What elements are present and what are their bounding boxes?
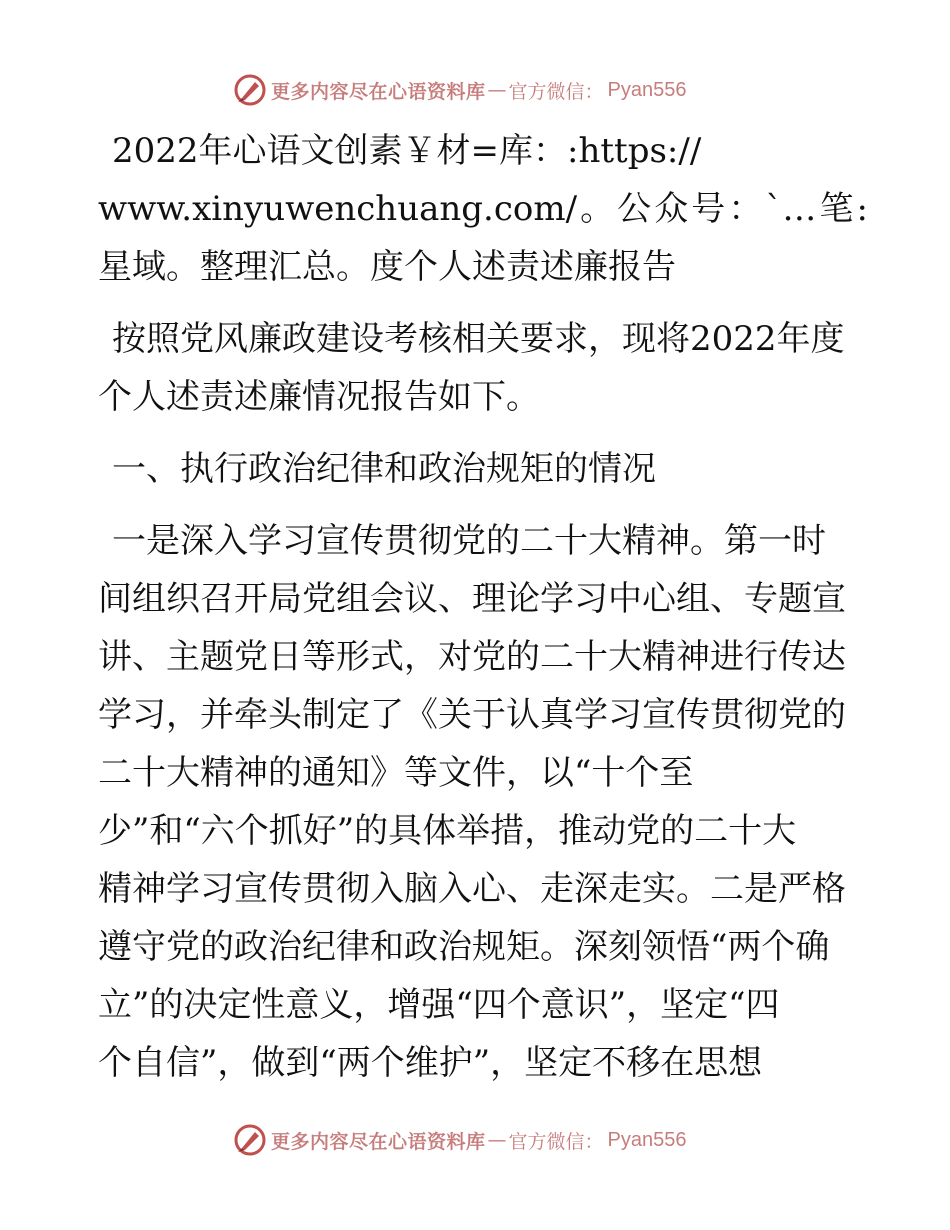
text-line: 精神学习宣传贯彻入脑入心、走深走实。二是严格 — [98, 869, 846, 909]
text-line: 个自信”，做到“两个维护”，坚定不移在思想 — [98, 1043, 763, 1083]
pen-nib-logo-icon — [233, 1123, 267, 1157]
header-banner — [233, 70, 713, 110]
banner-wechat-label: 官方微信： — [508, 1130, 604, 1153]
text-line: 遵守党的政治纪律和政治规矩。深刻领悟“两个确 — [98, 927, 830, 967]
text-line: 立”的决定性意义，增强“四个意识”，坚定“四 — [98, 985, 780, 1025]
text-line: 2022年心语文创素￥材=库：:https:// — [112, 131, 702, 171]
text-line: 按照党风廉政建设考核相关要求，现将2022年度 — [112, 319, 845, 359]
intro-paragraph — [98, 310, 868, 426]
text-line: 学习，并牵头制定了《关于认真学习宣传贯彻党的 — [98, 695, 846, 735]
body-paragraph — [98, 512, 868, 1092]
text-line: 少”和“六个抓好”的具体举措，推动党的二十大 — [98, 811, 797, 851]
banner-text: 更多内容尽在心语资料库 — [271, 1130, 486, 1153]
text-line: 讲、主题党日等形式，对党的二十大精神进行传达 — [98, 637, 846, 677]
document-body — [98, 122, 868, 1092]
section-heading: 一、执行政治纪律和政治规矩的情况 — [112, 449, 656, 489]
banner-wechat-label: 官方微信： — [508, 80, 604, 103]
pen-nib-logo-icon — [233, 73, 267, 107]
banner-dash: — — [487, 1129, 507, 1151]
footer-banner — [233, 1120, 713, 1160]
header-paragraph — [98, 122, 868, 296]
banner-wechat-id: Pyan556 — [607, 78, 687, 101]
text-line: 二十大精神的通知》等文件，以“十个至 — [98, 753, 694, 793]
text-line: www.xinyuwenchuang.com/。公众号：`…笔: — [98, 189, 868, 229]
banner-text: 更多内容尽在心语资料库 — [271, 80, 486, 103]
text-line: 一是深入学习宣传贯彻党的二十大精神。第一时 — [112, 521, 826, 561]
text-line: 间组织召开局党组会议、理论学习中心组、专题宣 — [98, 579, 846, 619]
banner-wechat-id: Pyan556 — [607, 1128, 687, 1151]
text-line: 星域。整理汇总。度个人述责述廉报告 — [98, 247, 676, 287]
banner-dash: — — [487, 79, 507, 101]
text-line: 个人述责述廉情况报告如下。 — [98, 377, 540, 417]
